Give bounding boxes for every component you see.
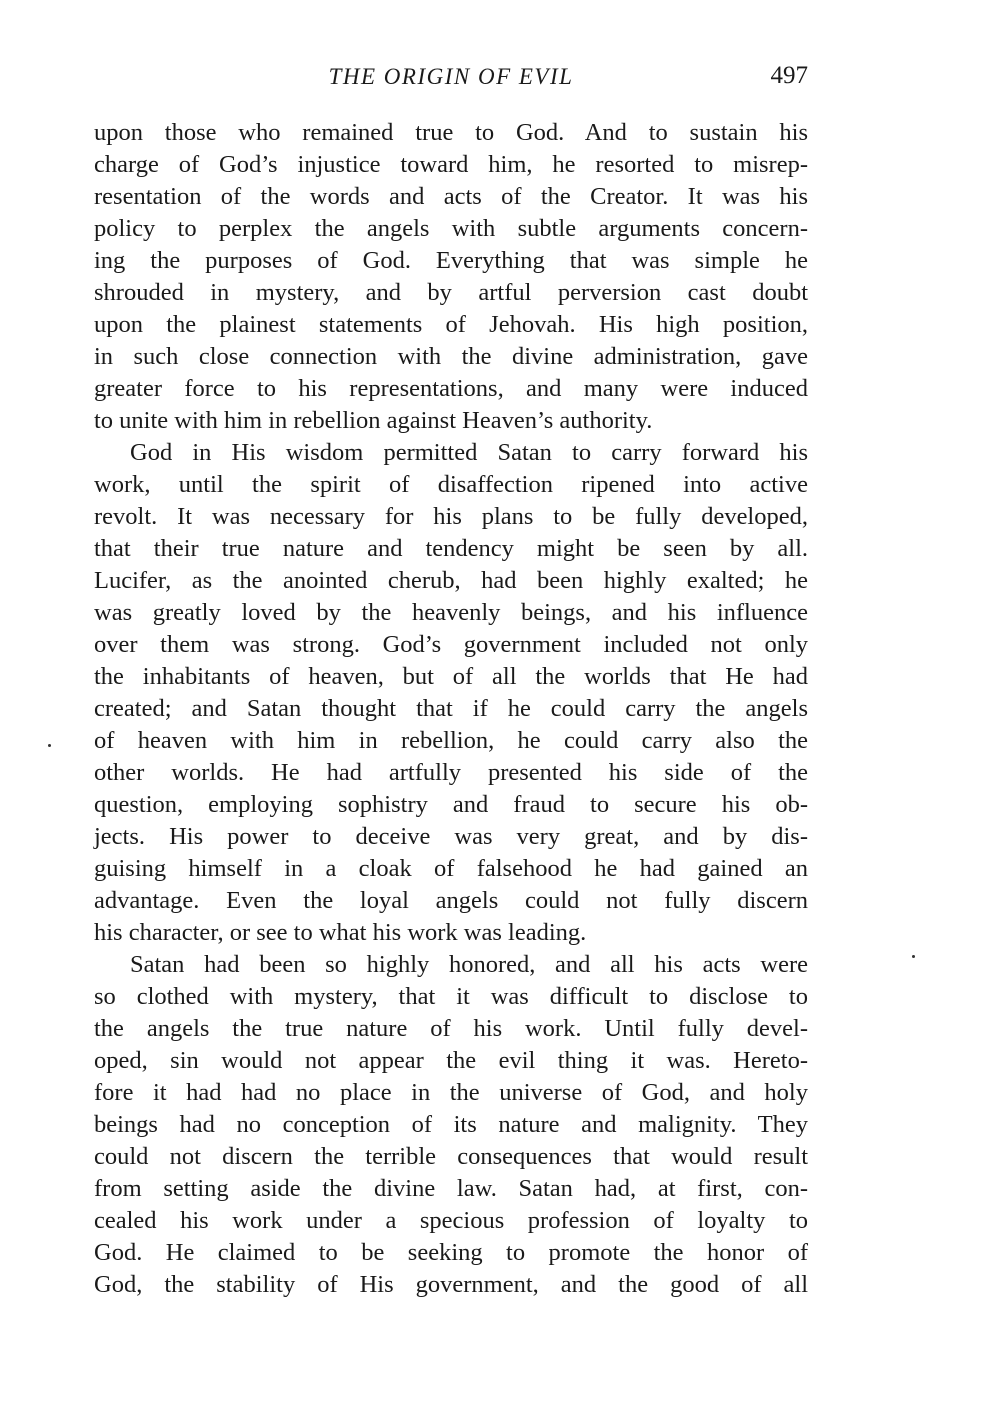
- text-line: resentation of the words and acts of the Creator. It was his: [94, 183, 808, 210]
- text-line: shrouded in mystery, and by artful perversion cast doubt: [94, 279, 808, 306]
- text-line: ing the purposes of God. Everything that was simple he: [94, 247, 808, 274]
- text-line: was greatly loved by the heavenly beings, and his influence: [94, 599, 808, 626]
- text-line: question, employing sophistry and fraud to secure his ob-: [94, 791, 808, 818]
- text-line: God. He claimed to be seeking to promote the honor of: [94, 1239, 808, 1266]
- paragraph: [94, 117, 808, 437]
- text-line: charge of God’s injustice toward him, he resorted to misrep-: [94, 151, 808, 178]
- text-line: of heaven with him in rebellion, he could carry also the: [94, 727, 808, 754]
- text-line: from setting aside the divine law. Satan had, at first, con-: [94, 1175, 808, 1202]
- text-line: cealed his work under a specious profession of loyalty to: [94, 1207, 808, 1234]
- page-number: 497: [770, 62, 808, 89]
- text-line: that their true nature and tendency might be seen by all.: [94, 535, 808, 562]
- text-line: beings had no conception of its nature and malignity. They: [94, 1111, 808, 1138]
- text-line: over them was strong. God’s government included not only: [94, 631, 808, 658]
- text-line: could not discern the terrible consequences that would result: [94, 1143, 808, 1170]
- print-speck: [48, 744, 51, 747]
- print-speck: [912, 955, 915, 958]
- text-line: fore it had had no place in the universe of God, and holy: [94, 1079, 808, 1106]
- text-line: advantage. Even the loyal angels could not fully discern: [94, 887, 808, 914]
- text-line: in such close connection with the divine administration, gave: [94, 343, 808, 370]
- text-line: upon those who remained true to God. And to sustain his: [94, 119, 808, 146]
- text-line: God, the stability of His government, and the good of all: [94, 1271, 808, 1298]
- text-line: the angels the true nature of his work. Until fully devel-: [94, 1015, 808, 1042]
- text-line: other worlds. He had artfully presented his side of the: [94, 759, 808, 786]
- text-line: Lucifer, as the anointed cherub, had been highly exalted; he: [94, 567, 808, 594]
- text-line: revolt. It was necessary for his plans to be fully developed,: [94, 503, 808, 530]
- text-line: Satan had been so highly honored, and all his acts were: [130, 951, 808, 978]
- text-line: policy to perplex the angels with subtle arguments concern-: [94, 215, 808, 242]
- text-line: his character, or see to what his work was leading.: [94, 919, 587, 946]
- text-line: the inhabitants of heaven, but of all the worlds that He had: [94, 663, 808, 690]
- text-line: upon the plainest statements of Jehovah. His high position,: [94, 311, 808, 338]
- body-text: [94, 117, 808, 1301]
- text-line: created; and Satan thought that if he could carry the angels: [94, 695, 808, 722]
- page-header: [94, 62, 808, 98]
- text-line: jects. His power to deceive was very great, and by dis-: [94, 823, 808, 850]
- text-line: oped, sin would not appear the evil thing it was. Hereto-: [94, 1047, 808, 1074]
- text-line: God in His wisdom permitted Satan to carry forward his: [130, 439, 808, 466]
- paragraph: [94, 437, 808, 949]
- text-line: work, until the spirit of disaffection ripened into active: [94, 471, 808, 498]
- paragraph: [94, 949, 808, 1301]
- text-line: guising himself in a cloak of falsehood he had gained an: [94, 855, 808, 882]
- running-title: THE ORIGIN OF EVIL: [328, 64, 574, 89]
- text-line: greater force to his representations, and many were induced: [94, 375, 808, 402]
- text-line: so clothed with mystery, that it was difficult to disclose to: [94, 983, 808, 1010]
- text-line: to unite with him in rebellion against Heaven’s authority.: [94, 407, 653, 434]
